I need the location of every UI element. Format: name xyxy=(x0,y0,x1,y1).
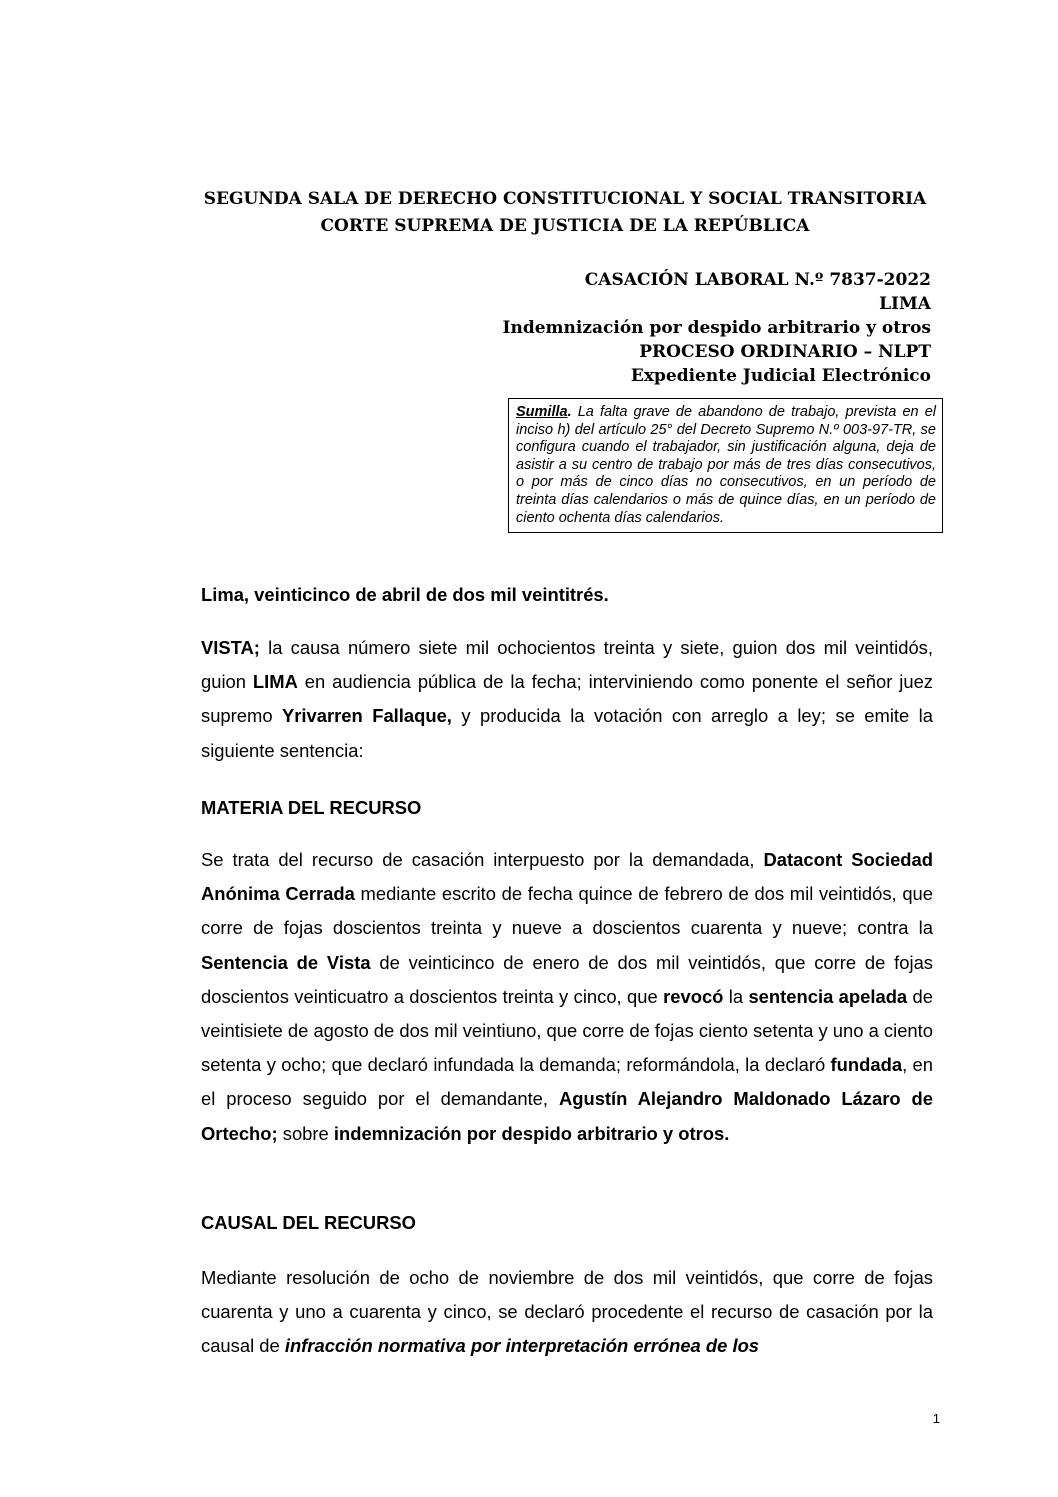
materia-fundada: fundada xyxy=(830,1054,903,1076)
vista-judge: Yrivarren Fallaque, xyxy=(282,705,452,727)
case-number: CASACIÓN LABORAL N.º 7837-2022 xyxy=(584,270,931,290)
vista-text-1: la causa número siete mil ochocientos treinta y siete, guion dos mil veintidós, guion xyxy=(201,637,933,693)
causal-infraccion: infracción normativa por interpretación errónea de los xyxy=(284,1335,760,1357)
case-process: PROCESO ORDINARIO – NLPT xyxy=(639,342,931,362)
materia-revoco: revocó xyxy=(663,985,724,1007)
materia-text-7: sobre xyxy=(277,1122,334,1144)
sumilla-label-punct: . xyxy=(567,404,572,420)
materia-sentencia-apelada: sentencia apelada xyxy=(748,985,908,1007)
materia-text-5: de veintisiete de agosto de dos mil veintiuno, que corre de fojas ciento setenta y uno a ciento setenta y ocho; que declaró infundada la demanda; reformándola, la declaró xyxy=(201,985,933,1076)
materia-sentencia-vista: Sentencia de Vista xyxy=(201,951,371,973)
materia-defendant: Datacont Sociedad Anónima Cerrada xyxy=(201,849,933,905)
page-number: 1 xyxy=(932,1411,940,1426)
materia-plaintiff: Agustín Alejandro Maldonado Lázaro de Ortecho; xyxy=(201,1088,934,1144)
case-subject: Indemnización por despido arbitrario y otros xyxy=(502,318,931,338)
date-line-text: Lima, veinticinco de abril de dos mil veintitrés. xyxy=(201,584,609,605)
materia-text-6: , en el proceso seguido por el demandante, xyxy=(201,1054,933,1110)
causal-paragraph xyxy=(201,1261,933,1364)
court-chamber-name: SEGUNDA SALA DE DERECHO CONSTITUCIONAL Y SOCIAL TRANSITORIA xyxy=(203,189,927,209)
materia-heading: MATERIA DEL RECURSO xyxy=(201,797,422,818)
sumilla-label: Sumilla xyxy=(516,404,568,420)
vista-text-2: en audiencia pública de la fecha; interviniendo como ponente el señor juez supremo xyxy=(201,671,934,727)
materia-text-3: de veinticinco de enero de dos mil veintidós, que corre de fojas doscientos veinticuatro a doscientos treinta y cinco, que xyxy=(201,951,933,1007)
materia-text-4: la xyxy=(723,985,749,1007)
materia-paragraph xyxy=(201,843,933,1151)
vista-lead: VISTA; xyxy=(201,637,260,658)
vista-paragraph xyxy=(201,631,933,768)
sumilla-box xyxy=(508,398,943,533)
vista-city: LIMA xyxy=(252,671,298,693)
materia-subject: indemnización por despido arbitrario y otros. xyxy=(333,1122,730,1144)
court-header xyxy=(170,186,960,240)
case-file-type: Expediente Judicial Electrónico xyxy=(630,366,931,386)
case-info-block xyxy=(503,268,931,388)
date-line xyxy=(201,578,933,612)
causal-text-1: Mediante resolución de ocho de noviembre de dos mil veintidós, que corre de fojas cuarenta y uno a cuarenta y cinco, se declaró procedente el recurso de casación por la causal de xyxy=(201,1267,933,1357)
causal-heading: CAUSAL DEL RECURSO xyxy=(201,1212,416,1233)
court-name: CORTE SUPREMA DE JUSTICIA DE LA REPÚBLICA xyxy=(320,216,810,236)
sumilla-text: La falta grave de abandono de trabajo, prevista en el inciso h) del artículo 25° del Decreto Supremo N.º 003-97-TR, se configura cuando el trabajador, sin justificación alguna, deja de asistir a su centro de trabajo por más de tres días consecutivos, o por más de cinco días no consecutivos, en un período de treinta días calendarios o más de quince días, en un período de ciento ochenta días calendarios. xyxy=(516,404,936,526)
materia-text-1: Se trata del recurso de casación interpuesto por la demandada, xyxy=(201,849,764,870)
materia-text-2: mediante escrito de fecha quince de febrero de dos mil veintidós, que corre de fojas doscientos treinta y nueve a doscientos cuarenta y nueve; contra la xyxy=(201,883,933,939)
case-city: LIMA xyxy=(879,294,931,314)
vista-text-3: y producida la votación con arreglo a ley; se emite la siguiente sentencia: xyxy=(201,705,933,761)
